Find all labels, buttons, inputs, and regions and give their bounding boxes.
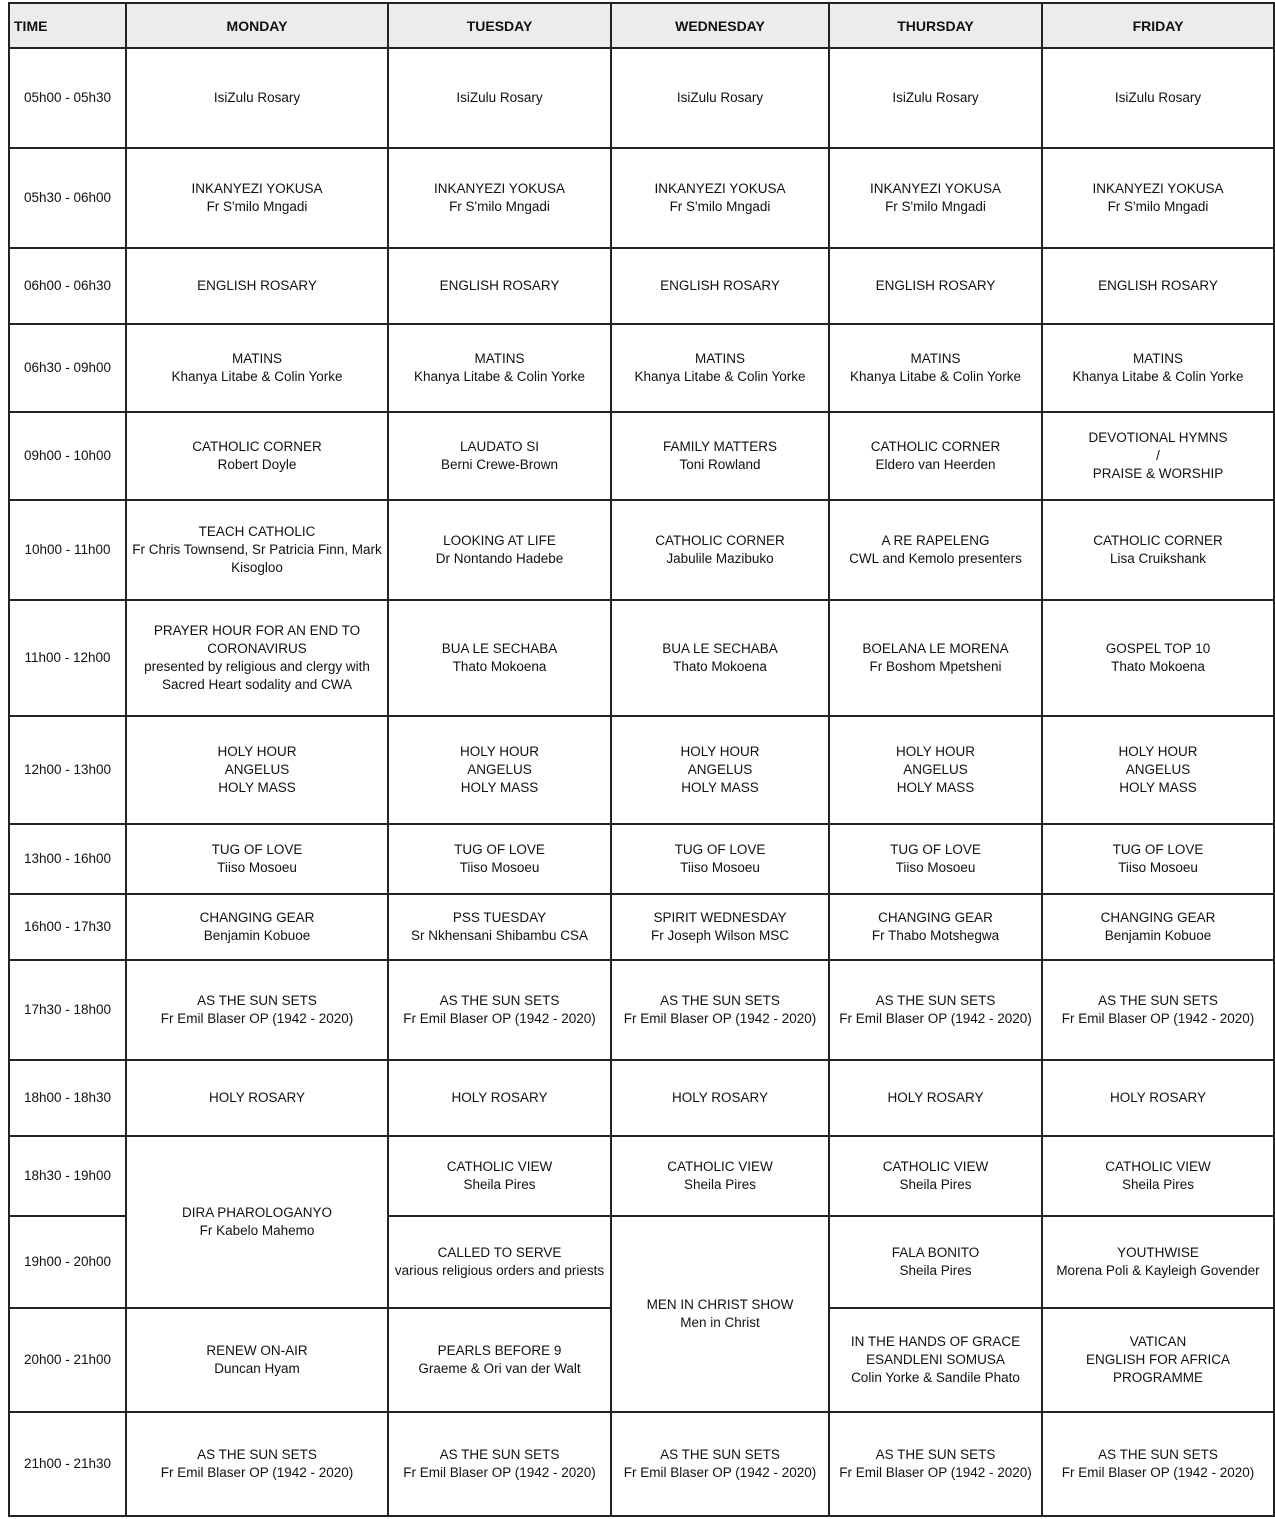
program-title: CATHOLIC VIEW	[1105, 1159, 1211, 1174]
program-host: Tiiso Mosoeu	[459, 860, 540, 875]
program-cell	[126, 824, 388, 894]
program-cell	[1042, 1060, 1274, 1136]
program-cell	[611, 1060, 829, 1136]
program-title: AS THE SUN SETS	[439, 993, 560, 1008]
program-cell	[1042, 148, 1274, 248]
time-slot-cell: 13h00 - 16h00	[9, 824, 126, 894]
program-host: Khanya Litabe & Colin Yorke	[171, 369, 343, 384]
program-cell	[388, 48, 611, 148]
day-header-thursday: THURSDAY	[829, 3, 1042, 48]
day-header-monday: MONDAY	[126, 3, 388, 48]
program-title: INKANYEZI YOKUSA	[191, 181, 323, 196]
program-host: Dr Nontando Hadebe	[435, 551, 564, 566]
program-title: LAUDATO SI	[459, 439, 540, 454]
program-title: HOLY ROSARY	[887, 1090, 984, 1105]
program-title: AS THE SUN SETS	[875, 993, 996, 1008]
program-host: Fr Joseph Wilson MSC	[650, 928, 790, 943]
program-cell	[1042, 894, 1274, 960]
program-cell	[126, 716, 388, 824]
program-cell	[1042, 1136, 1274, 1216]
program-host: Sheila Pires	[683, 1177, 757, 1192]
program-title: HOLY ROSARY	[1109, 1090, 1207, 1105]
program-host: Tiiso Mosoeu	[1118, 860, 1198, 875]
program-cell	[1042, 48, 1274, 148]
table-row	[9, 1060, 1274, 1136]
program-cell	[611, 1412, 829, 1516]
program-cell	[388, 324, 611, 412]
program-title: HOLY ROSARY	[208, 1090, 306, 1105]
table-row	[9, 894, 1274, 960]
table-row	[9, 960, 1274, 1060]
program-cell	[611, 48, 829, 148]
program-cell	[829, 148, 1042, 248]
program-cell	[829, 1136, 1042, 1216]
program-title: MATINS	[474, 351, 525, 366]
program-cell	[1042, 960, 1274, 1060]
program-cell	[611, 324, 829, 412]
program-title: HOLY ROSARY	[671, 1090, 769, 1105]
program-cell	[126, 600, 388, 716]
program-title: IsiZulu Rosary	[213, 90, 301, 105]
program-cell	[388, 960, 611, 1060]
program-host: Eldero van Heerden	[875, 457, 996, 472]
program-title: BOELANA LE MORENA	[862, 641, 1009, 656]
program-host: Fr Emil Blaser OP (1942 - 2020)	[160, 1465, 354, 1480]
program-cell	[1042, 600, 1274, 716]
program-cell	[611, 960, 829, 1060]
program-title: ENGLISH ROSARY	[197, 278, 317, 293]
program-title: INKANYEZI YOKUSA	[433, 181, 566, 196]
program-cell	[126, 48, 388, 148]
program-title: SPIRIT WEDNESDAY	[653, 910, 787, 925]
table-row	[9, 600, 1274, 716]
program-host: Tiiso Mosoeu	[217, 860, 297, 875]
program-cell	[388, 824, 611, 894]
program-cell	[611, 894, 829, 960]
table-row	[9, 48, 1274, 148]
program-title: FAMILY MATTERS	[662, 439, 778, 454]
program-host: Sheila Pires	[1121, 1177, 1195, 1192]
program-host: Fr Emil Blaser OP (1942 - 2020)	[623, 1011, 817, 1026]
program-host: Fr Emil Blaser OP (1942 - 2020)	[839, 1465, 1032, 1480]
program-host: Sheila Pires	[899, 1177, 972, 1192]
program-title: ENGLISH ROSARY	[1098, 278, 1218, 293]
program-title: CATHOLIC VIEW	[667, 1159, 773, 1174]
program-cell	[829, 1412, 1042, 1516]
program-host: Fr Emil Blaser OP (1942 - 2020)	[839, 1011, 1032, 1026]
time-slot-cell: 06h30 - 09h00	[9, 324, 126, 412]
program-cell	[388, 600, 611, 716]
program-title: TEACH CATHOLIC	[198, 524, 316, 539]
program-host: various religious orders and priests	[394, 1263, 605, 1278]
program-cell	[126, 248, 388, 324]
program-host: Fr S'milo Mngadi	[885, 199, 986, 214]
program-host: Fr S'milo Mngadi	[1107, 199, 1209, 214]
program-title: AS THE SUN SETS	[197, 1447, 317, 1462]
schedule-table	[8, 2, 1275, 1517]
program-title: IsiZulu Rosary	[456, 90, 543, 105]
program-host: Thato Mokoena	[1111, 659, 1205, 674]
program-cell	[388, 716, 611, 824]
program-title: ENGLISH ROSARY	[875, 278, 996, 293]
program-title: CATHOLIC CORNER	[870, 439, 1001, 454]
program-title: HOLY HOUR ANGELUS HOLY MASS	[459, 744, 540, 795]
program-title: AS THE SUN SETS	[660, 993, 780, 1008]
program-cell	[126, 148, 388, 248]
program-title: PEARLS BEFORE 9	[437, 1343, 562, 1358]
time-slot-cell: 18h00 - 18h30	[9, 1060, 126, 1136]
program-cell	[829, 824, 1042, 894]
program-cell	[126, 324, 388, 412]
program-cell	[388, 248, 611, 324]
program-title: GOSPEL TOP 10	[1105, 641, 1211, 656]
program-cell	[126, 1136, 388, 1308]
program-title: YOUTHWISE	[1117, 1245, 1199, 1260]
program-cell	[388, 1216, 611, 1308]
table-row	[9, 1136, 1274, 1216]
program-host: Fr Emil Blaser OP (1942 - 2020)	[1061, 1465, 1255, 1480]
program-title: AS THE SUN SETS	[439, 1447, 560, 1462]
program-title: FALA BONITO	[891, 1245, 980, 1260]
program-cell	[1042, 1216, 1274, 1308]
time-slot-cell: 10h00 - 11h00	[9, 500, 126, 600]
program-cell	[126, 1412, 388, 1516]
program-title: HOLY HOUR ANGELUS HOLY MASS	[680, 744, 760, 795]
program-title: TUG OF LOVE	[1112, 842, 1204, 857]
program-cell	[388, 1060, 611, 1136]
program-cell	[829, 1308, 1042, 1412]
program-title: TUG OF LOVE	[674, 842, 766, 857]
program-host: Colin Yorke & Sandile Phato	[851, 1370, 1020, 1385]
table-row	[9, 1412, 1274, 1516]
program-host: Sheila Pires	[899, 1263, 972, 1278]
table-row	[9, 148, 1274, 248]
program-title: DIRA PHAROLOGANYO	[181, 1205, 333, 1220]
program-host: Morena Poli & Kayleigh Govender	[1056, 1263, 1260, 1278]
table-row	[9, 716, 1274, 824]
program-title: TUG OF LOVE	[211, 842, 303, 857]
program-title: AS THE SUN SETS	[1098, 993, 1218, 1008]
time-slot-cell: 18h30 - 19h00	[9, 1136, 126, 1216]
program-title: INKANYEZI YOKUSA	[654, 181, 786, 196]
program-host: Khanya Litabe & Colin Yorke	[634, 369, 806, 384]
program-title: IsiZulu Rosary	[676, 90, 764, 105]
program-title: BUA LE SECHABA	[662, 641, 778, 656]
program-cell	[611, 716, 829, 824]
program-cell	[611, 1136, 829, 1216]
program-host: Berni Crewe-Brown	[440, 457, 559, 472]
program-title: ENGLISH ROSARY	[660, 278, 780, 293]
program-title: HOLY HOUR ANGELUS HOLY MASS	[1118, 744, 1198, 795]
day-header-wednesday: WEDNESDAY	[611, 3, 829, 48]
program-title: MATINS	[1133, 351, 1183, 366]
program-host: Men in Christ	[680, 1315, 760, 1330]
program-cell	[829, 716, 1042, 824]
program-cell	[829, 1060, 1042, 1136]
program-host: Graeme & Ori van der Walt	[418, 1361, 581, 1376]
program-title: AS THE SUN SETS	[1098, 1447, 1218, 1462]
program-title: PRAYER HOUR FOR AN END TO CORONAVIRUS	[153, 623, 361, 656]
program-title: HOLY ROSARY	[451, 1090, 548, 1105]
table-row	[9, 324, 1274, 412]
program-title: INKANYEZI YOKUSA	[869, 181, 1002, 196]
program-title: MATINS	[695, 351, 745, 366]
program-title: IsiZulu Rosary	[1114, 90, 1202, 105]
program-title: A RE RAPELENG	[881, 533, 990, 548]
program-title: INKANYEZI YOKUSA	[1092, 181, 1224, 196]
program-cell	[388, 1308, 611, 1412]
program-title: CHANGING GEAR	[199, 910, 315, 925]
program-cell	[611, 412, 829, 500]
program-title: CHANGING GEAR	[1100, 910, 1216, 925]
program-cell	[611, 148, 829, 248]
program-cell	[611, 500, 829, 600]
program-host: Benjamin Kobuoe	[203, 928, 311, 943]
program-cell	[829, 412, 1042, 500]
program-host: Khanya Litabe & Colin Yorke	[413, 369, 586, 384]
program-host: Fr Emil Blaser OP (1942 - 2020)	[623, 1465, 817, 1480]
program-host: Fr S'milo Mngadi	[449, 199, 550, 214]
program-title: AS THE SUN SETS	[660, 1447, 780, 1462]
program-title: CATHOLIC VIEW	[882, 1159, 989, 1174]
program-cell	[829, 960, 1042, 1060]
program-host: Fr Emil Blaser OP (1942 - 2020)	[403, 1011, 596, 1026]
program-title: AS THE SUN SETS	[197, 993, 317, 1008]
time-slot-cell: 20h00 - 21h00	[9, 1308, 126, 1412]
program-host: Thato Mokoena	[452, 659, 547, 674]
program-host: Robert Doyle	[217, 457, 297, 472]
program-host: Fr Emil Blaser OP (1942 - 2020)	[1061, 1011, 1255, 1026]
program-title: CALLED TO SERVE	[437, 1245, 562, 1260]
day-header-tuesday: TUESDAY	[388, 3, 611, 48]
program-title: CATHOLIC CORNER	[1093, 533, 1223, 548]
program-host: Toni Rowland	[679, 457, 761, 472]
program-cell	[388, 894, 611, 960]
program-host: Sheila Pires	[463, 1177, 536, 1192]
program-host: Fr S'milo Mngadi	[206, 199, 308, 214]
program-cell	[388, 500, 611, 600]
program-host: Lisa Cruikshank	[1109, 551, 1207, 566]
program-cell	[829, 1216, 1042, 1308]
time-slot-cell: 19h00 - 20h00	[9, 1216, 126, 1308]
time-slot-cell: 09h00 - 10h00	[9, 412, 126, 500]
program-title: BUA LE SECHABA	[441, 641, 558, 656]
day-header-friday: FRIDAY	[1042, 3, 1274, 48]
program-host: Jabulile Mazibuko	[666, 551, 774, 566]
program-title: PSS TUESDAY	[452, 910, 547, 925]
program-title: ENGLISH ROSARY	[439, 278, 560, 293]
program-cell	[388, 1412, 611, 1516]
time-header: TIME	[9, 3, 126, 48]
program-host: Sr Nkhensani Shibambu CSA	[410, 928, 589, 943]
program-cell	[829, 248, 1042, 324]
table-row	[9, 500, 1274, 600]
program-cell	[611, 248, 829, 324]
program-title: CATHOLIC VIEW	[446, 1159, 553, 1174]
time-slot-cell: 06h00 - 06h30	[9, 248, 126, 324]
program-host: Fr Boshom Mpetsheni	[869, 659, 1002, 674]
program-cell	[1042, 1308, 1274, 1412]
program-title: CHANGING GEAR	[878, 910, 993, 925]
program-cell	[1042, 1412, 1274, 1516]
program-host: Fr Chris Townsend, Sr Patricia Finn, Mark Kisogloo	[132, 542, 382, 575]
program-cell	[388, 148, 611, 248]
program-host: presented by religious and clergy with Sacred Heart sodality and CWA	[144, 659, 370, 692]
program-cell	[1042, 716, 1274, 824]
time-slot-cell: 05h00 - 05h30	[9, 48, 126, 148]
program-cell	[829, 324, 1042, 412]
program-host: Tiiso Mosoeu	[895, 860, 976, 875]
program-title: RENEW ON-AIR	[206, 1343, 308, 1358]
program-host: Thato Mokoena	[673, 659, 767, 674]
program-title: TUG OF LOVE	[454, 842, 545, 857]
program-host: Duncan Hyam	[214, 1361, 300, 1376]
program-title: IN THE HANDS OF GRACE ESANDLENI SOMUSA	[850, 1334, 1021, 1367]
program-host: Benjamin Kobuoe	[1104, 928, 1212, 943]
program-host: Khanya Litabe & Colin Yorke	[849, 369, 1022, 384]
table-row	[9, 824, 1274, 894]
program-cell	[1042, 824, 1274, 894]
program-cell	[388, 412, 611, 500]
program-cell	[126, 412, 388, 500]
program-cell	[126, 960, 388, 1060]
program-title: TUG OF LOVE	[890, 842, 981, 857]
program-title: MEN IN CHRIST SHOW	[646, 1297, 794, 1312]
table-row	[9, 248, 1274, 324]
program-cell	[611, 1216, 829, 1412]
program-host: Fr S'milo Mngadi	[669, 199, 771, 214]
time-slot-cell: 11h00 - 12h00	[9, 600, 126, 716]
program-host: Fr Emil Blaser OP (1942 - 2020)	[403, 1465, 596, 1480]
program-title: VATICAN ENGLISH FOR AFRICA PROGRAMME	[1085, 1334, 1231, 1385]
program-cell	[126, 894, 388, 960]
program-title: CATHOLIC CORNER	[192, 439, 322, 454]
program-cell	[1042, 248, 1274, 324]
program-cell	[126, 1308, 388, 1412]
program-cell	[611, 600, 829, 716]
program-host: Fr Kabelo Mahemo	[199, 1223, 315, 1238]
time-slot-cell: 16h00 - 17h30	[9, 894, 126, 960]
program-host: Fr Emil Blaser OP (1942 - 2020)	[160, 1011, 354, 1026]
time-slot-cell: 21h00 - 21h30	[9, 1412, 126, 1516]
program-cell	[388, 1136, 611, 1216]
time-slot-cell: 17h30 - 18h00	[9, 960, 126, 1060]
program-cell	[1042, 412, 1274, 500]
program-host: Tiiso Mosoeu	[680, 860, 760, 875]
program-title: CATHOLIC CORNER	[655, 533, 785, 548]
time-slot-cell: 12h00 - 13h00	[9, 716, 126, 824]
program-cell	[126, 500, 388, 600]
program-cell	[1042, 500, 1274, 600]
program-title: AS THE SUN SETS	[875, 1447, 996, 1462]
program-title: MATINS	[232, 351, 282, 366]
program-cell	[829, 500, 1042, 600]
program-cell	[829, 894, 1042, 960]
program-title: MATINS	[910, 351, 961, 366]
program-title: DEVOTIONAL HYMNS / PRAISE & WORSHIP	[1088, 430, 1228, 481]
program-host: CWL and Kemolo presenters	[849, 551, 1022, 566]
program-cell	[829, 600, 1042, 716]
time-slot-cell: 05h30 - 06h00	[9, 148, 126, 248]
program-cell	[611, 824, 829, 894]
program-host: Fr Thabo Motshegwa	[871, 928, 1000, 943]
program-title: LOOKING AT LIFE	[443, 533, 556, 548]
program-title: IsiZulu Rosary	[892, 90, 979, 105]
program-title: HOLY HOUR ANGELUS HOLY MASS	[217, 744, 297, 795]
program-cell	[126, 1060, 388, 1136]
header-row	[9, 3, 1274, 48]
program-cell	[829, 48, 1042, 148]
program-title: HOLY HOUR ANGELUS HOLY MASS	[895, 744, 976, 795]
table-row	[9, 412, 1274, 500]
program-cell	[1042, 324, 1274, 412]
program-host: Khanya Litabe & Colin Yorke	[1072, 369, 1244, 384]
